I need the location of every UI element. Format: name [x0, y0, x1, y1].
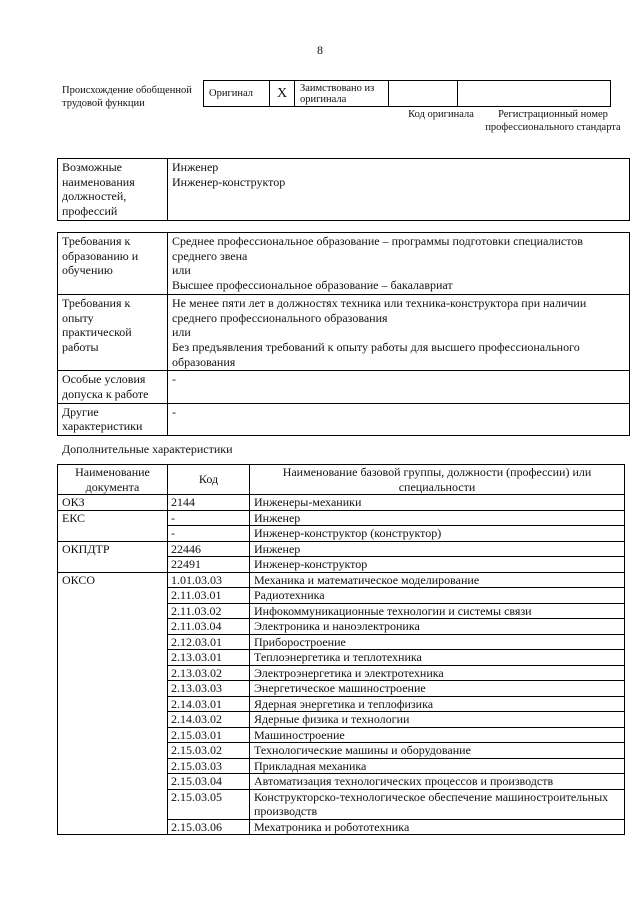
reg-number-caption: Регистрационный номер профессионального стандарта — [485, 109, 621, 133]
extra-characteristics-title: Дополнительные характеристики — [62, 442, 233, 456]
experience-value — [168, 294, 630, 371]
document-cell: ОКСО — [58, 572, 168, 835]
code-cell: 2.15.03.01 — [168, 727, 250, 743]
table-row — [58, 510, 625, 526]
reg-number-cell — [458, 81, 611, 107]
table-row — [58, 541, 625, 557]
document-cell: ЕКС — [58, 510, 168, 541]
code-cell: - — [168, 526, 250, 542]
education-line: Среднее профессиональное образование – программы подготовки специалистов среднего звена — [172, 234, 583, 263]
name-cell: Инженер-конструктор — [250, 557, 625, 573]
special-conditions-value: - — [168, 371, 630, 403]
name-cell: Радиотехника — [250, 588, 625, 604]
code-cell: 2.14.03.02 — [168, 712, 250, 728]
name-cell: Прикладная механика — [250, 758, 625, 774]
code-cell: 2.15.03.04 — [168, 774, 250, 790]
code-cell: 2.15.03.06 — [168, 819, 250, 835]
positions-value — [168, 159, 630, 221]
name-cell: Электроника и наноэлектроника — [250, 619, 625, 635]
positions-table — [57, 158, 630, 221]
other-characteristics-label: Другие характеристики — [58, 403, 168, 435]
table-row — [58, 495, 625, 511]
header-name: Наименование базовой группы, должности (профессии) или специальности — [250, 465, 625, 495]
name-cell: Технологические машины и оборудование — [250, 743, 625, 759]
original-mark: X — [270, 81, 295, 107]
code-cell: 2.11.03.01 — [168, 588, 250, 604]
special-conditions-label: Особые условия допуска к работе — [58, 371, 168, 403]
name-cell: Автоматизация технологических процессов и производств — [250, 774, 625, 790]
header-document: Наименование документа — [58, 465, 168, 495]
code-cell: 2.12.03.01 — [168, 634, 250, 650]
code-cell: 2144 — [168, 495, 250, 511]
code-cell: 2.13.03.01 — [168, 650, 250, 666]
header-code: Код — [168, 465, 250, 495]
characteristics-table — [57, 464, 625, 835]
document-cell: ОКЗ — [58, 495, 168, 511]
education-line: или — [172, 263, 191, 278]
name-cell: Энергетическое машиностроение — [250, 681, 625, 697]
code-cell: 2.15.03.03 — [168, 758, 250, 774]
name-cell: Конструкторско-технологическое обеспечение машиностроительных производств — [250, 789, 625, 819]
document-cell: ОКПДТР — [58, 541, 168, 572]
code-cell: 2.15.03.05 — [168, 789, 250, 819]
name-cell: Инженер — [250, 510, 625, 526]
positions-label: Возможные наименования должностей, профессий — [58, 159, 168, 221]
name-cell: Машиностроение — [250, 727, 625, 743]
education-line: Высшее профессиональное образование – бакалавриат — [172, 278, 453, 293]
code-cell: - — [168, 510, 250, 526]
name-cell: Мехатроника и робототехника — [250, 819, 625, 835]
name-cell: Инженер — [250, 541, 625, 557]
original-cell: Оригинал — [204, 81, 270, 107]
name-cell: Инженер-конструктор (конструктор) — [250, 526, 625, 542]
name-cell: Инфокоммуникационные технологии и системы связи — [250, 603, 625, 619]
position-line: Инженер — [172, 160, 219, 174]
name-cell: Теплоэнергетика и теплотехника — [250, 650, 625, 666]
experience-line: Не менее пяти лет в должностях техника или техника-конструктора при наличии среднего профессионального образования — [172, 295, 587, 325]
other-characteristics-value: - — [168, 403, 630, 435]
experience-line: Без предъявления требований к опыту работы для высшего профессионального образования — [172, 339, 580, 369]
name-cell: Электроэнергетика и электротехника — [250, 665, 625, 681]
code-cell: 2.13.03.02 — [168, 665, 250, 681]
education-value — [168, 233, 630, 295]
education-label: Требования к образованию и обучению — [58, 233, 168, 295]
name-cell: Механика и математическое моделирование — [250, 572, 625, 588]
page-number: 8 — [317, 43, 323, 57]
code-cell: 22446 — [168, 541, 250, 557]
experience-label: Требования к опыту практической работы — [58, 294, 168, 371]
code-cell: 22491 — [168, 557, 250, 573]
code-cell: 2.11.03.02 — [168, 603, 250, 619]
code-cell: 2.11.03.04 — [168, 619, 250, 635]
requirements-table — [57, 232, 630, 436]
code-cell: 2.14.03.01 — [168, 696, 250, 712]
code-cell: 2.15.03.02 — [168, 743, 250, 759]
table-row — [58, 572, 625, 588]
code-original-caption: Код оригинала — [408, 109, 474, 120]
position-line: Инженер-конструктор — [172, 174, 286, 189]
name-cell: Приборостроение — [250, 634, 625, 650]
name-cell: Инженеры-механики — [250, 495, 625, 511]
borrowed-cell: Заимствовано из оригинала — [295, 81, 389, 107]
code-cell: 2.13.03.03 — [168, 681, 250, 697]
name-cell: Ядерные физика и технологии — [250, 712, 625, 728]
experience-line: или — [172, 325, 191, 340]
code-original-cell — [389, 81, 458, 107]
name-cell: Ядерная энергетика и теплофизика — [250, 696, 625, 712]
origin-label: Происхождение обобщенной трудовой функции — [62, 85, 192, 109]
code-cell: 1.01.03.03 — [168, 572, 250, 588]
origin-table — [203, 80, 611, 107]
